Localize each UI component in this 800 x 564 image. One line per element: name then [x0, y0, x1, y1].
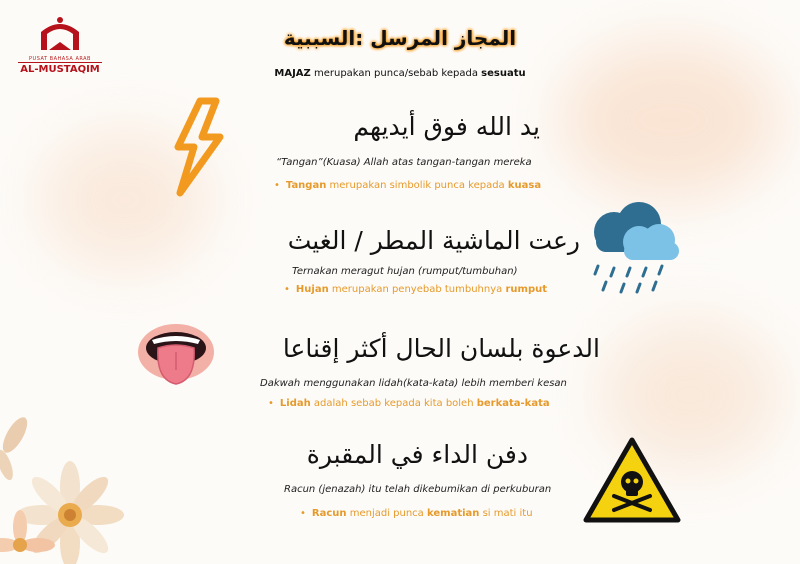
keyword: Tangan	[285, 180, 327, 191]
keyword: rumput	[505, 284, 547, 295]
example-translation: “Tangan”(Kuasa) Allah atas tangan-tangan mereka	[276, 157, 532, 168]
page-title: المجاز المرسل :السببية	[283, 26, 517, 50]
lightning-icon	[160, 97, 230, 197]
keyword: Lidah	[279, 398, 311, 409]
subtitle-bold-end: sesuatu	[481, 68, 526, 79]
example-translation: Racun (jenazah) itu telah dikebumikan di perkuburan	[284, 484, 552, 495]
example-arabic: يد الله فوق أيديهم	[353, 112, 540, 141]
example-arabic: دفن الداء في المقبرة	[306, 440, 528, 469]
tongue-icon	[136, 318, 216, 398]
explanation-text: merupakan penyebab tumbuhnya	[328, 284, 506, 295]
keyword: Hujan	[295, 284, 329, 295]
keyword: kuasa	[507, 180, 542, 191]
subtitle-bold: MAJAZ	[274, 68, 311, 79]
example-explanation: • Racun menjadi punca kematian si mati itu	[300, 508, 533, 519]
logo	[18, 14, 102, 75]
example-arabic: رعت الماشية المطر / الغيث	[287, 226, 580, 255]
flower-decoration-icon	[0, 395, 130, 564]
poison-warning-icon	[582, 436, 682, 526]
example-translation: Ternakan meragut hujan (rumput/tumbuhan)	[292, 266, 518, 277]
example-explanation: • Hujan merupakan penyebab tumbuhnya rumput	[284, 284, 547, 295]
subtitle-text: merupakan punca/sebab kepada	[310, 68, 482, 79]
example-explanation: • Lidah adalah sebab kepada kita boleh berkata-kata	[268, 398, 550, 409]
keyword: kematian	[426, 508, 480, 519]
logo-tagline: PUSAT BAHASA ARAB	[29, 56, 91, 62]
keyword: berkata-kata	[476, 398, 550, 409]
logo-emblem-icon	[35, 14, 85, 54]
logo-name: AL-MUSTAQIM	[18, 62, 102, 75]
explanation-text: adalah sebab kepada kita boleh	[310, 398, 477, 409]
bg-blob	[560, 40, 780, 200]
explanation-text: menjadi punca	[346, 508, 427, 519]
explanation-text: merupakan simbolik punca kepada	[326, 180, 508, 191]
keyword: Racun	[311, 508, 347, 519]
page-subtitle	[240, 68, 560, 79]
rain-cloud-icon	[584, 200, 684, 300]
example-arabic: الدعوة بلسان الحال أكثر إقناعا	[282, 334, 600, 363]
example-translation: Dakwah menggunakan lidah(kata-kata) lebih memberi kesan	[260, 378, 567, 389]
explanation-text: si mati itu	[479, 508, 533, 519]
example-explanation: • Tangan merupakan simbolik punca kepada kuasa	[274, 180, 542, 191]
